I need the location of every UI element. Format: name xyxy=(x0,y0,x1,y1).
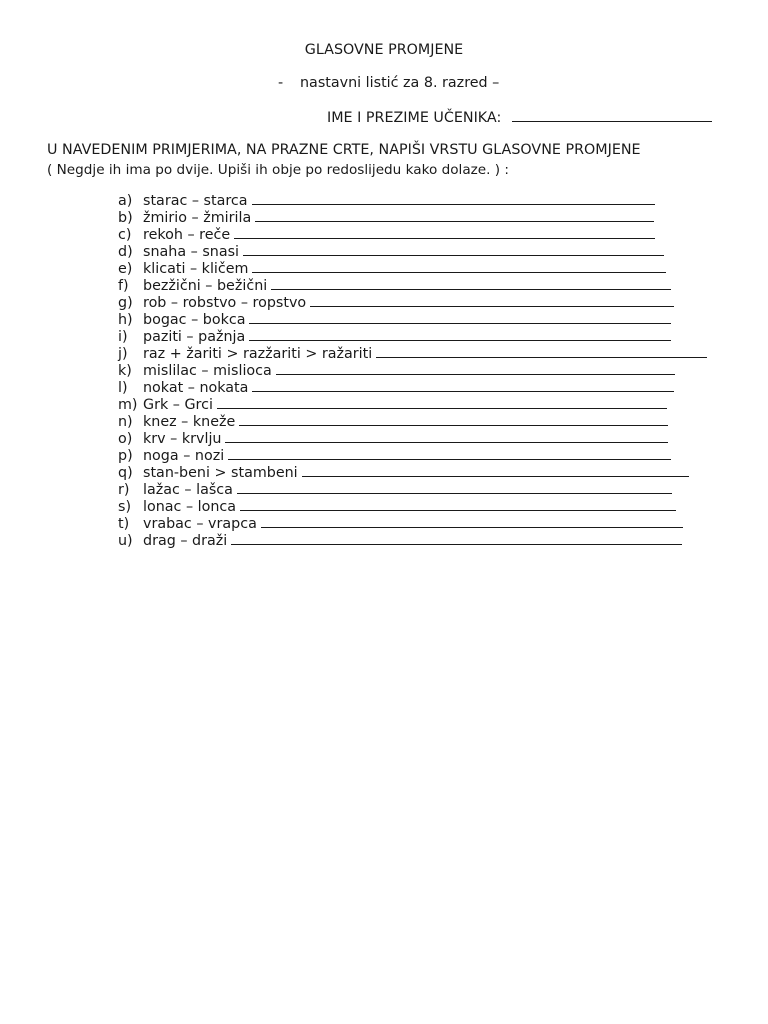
exercise-letter: b) xyxy=(118,210,133,226)
exercise-text: lonac – lonca xyxy=(143,499,237,515)
instructions xyxy=(47,140,641,180)
exercise-text: nokat – nokata xyxy=(143,380,249,396)
exercise-item xyxy=(118,260,707,277)
answer-blank[interactable] xyxy=(261,515,683,528)
answer-blank[interactable] xyxy=(231,532,682,545)
answer-blank[interactable] xyxy=(249,328,671,341)
exercise-item xyxy=(118,464,707,481)
answer-blank[interactable] xyxy=(239,413,668,426)
exercise-text: snaha – snasi xyxy=(143,244,240,260)
exercise-text: vrabac – vrapca xyxy=(143,516,257,532)
answer-blank[interactable] xyxy=(276,362,675,375)
exercise-item xyxy=(118,430,707,447)
exercise-letter: k) xyxy=(118,363,132,379)
exercise-text: starac – starca xyxy=(143,193,248,209)
exercise-item xyxy=(118,226,707,243)
answer-blank[interactable] xyxy=(240,498,676,511)
answer-blank[interactable] xyxy=(302,464,689,477)
answer-blank[interactable] xyxy=(252,192,655,205)
exercise-item xyxy=(118,515,707,532)
exercise-text: rob – robstvo – ropstvo xyxy=(143,295,307,311)
student-name-label: IME I PREZIME UČENIKA: xyxy=(327,110,502,126)
answer-blank[interactable] xyxy=(310,294,674,307)
exercise-text: klicati – kličem xyxy=(143,261,249,277)
exercise-letter: m) xyxy=(118,397,138,413)
subtitle-text: nastavni listić za 8. razred – xyxy=(300,75,500,91)
answer-blank[interactable] xyxy=(255,209,654,222)
exercise-letter: l) xyxy=(118,380,128,396)
exercise-text: rekoh – reče xyxy=(143,227,231,243)
exercise-text: lažac – lašca xyxy=(143,482,233,498)
exercise-letter: c) xyxy=(118,227,132,243)
exercise-letter: q) xyxy=(118,465,133,481)
exercise-letter: h) xyxy=(118,312,133,328)
answer-blank[interactable] xyxy=(252,260,666,273)
answer-blank[interactable] xyxy=(237,481,672,494)
answer-blank[interactable] xyxy=(228,447,671,460)
exercise-item xyxy=(118,362,707,379)
exercise-text: Grk – Grci xyxy=(143,397,213,413)
exercise-letter: r) xyxy=(118,482,130,498)
exercise-item xyxy=(118,294,707,311)
answer-blank[interactable] xyxy=(225,430,668,443)
exercise-item xyxy=(118,328,707,345)
answer-blank[interactable] xyxy=(234,226,655,239)
page-title: GLASOVNE PROMJENE xyxy=(304,42,464,58)
exercise-letter: s) xyxy=(118,499,132,515)
exercise-text: noga – nozi xyxy=(143,448,225,464)
exercise-list xyxy=(118,192,707,549)
answer-blank[interactable] xyxy=(271,277,671,290)
student-name-row xyxy=(327,109,712,126)
student-name-blank[interactable] xyxy=(512,109,712,122)
exercise-text: bezžični – bežični xyxy=(143,278,268,294)
exercise-letter: j) xyxy=(118,346,128,362)
exercise-letter: o) xyxy=(118,431,133,447)
exercise-text: bogac – bokca xyxy=(143,312,246,328)
exercise-text: drag – draži xyxy=(143,533,228,549)
exercise-item xyxy=(118,311,707,328)
exercise-letter: i) xyxy=(118,329,128,345)
exercise-letter: p) xyxy=(118,448,133,464)
instruction-line-2: ( Negdje ih ima po dvije. Upiši ih obje po redoslijedu kako dolaze. ) : xyxy=(47,162,510,178)
exercise-letter: a) xyxy=(118,193,133,209)
subtitle-dash: - xyxy=(278,75,284,91)
exercise-letter: u) xyxy=(118,533,133,549)
subtitle xyxy=(278,75,499,91)
exercise-text: knez – kneže xyxy=(143,414,236,430)
exercise-item xyxy=(118,481,707,498)
exercise-letter: d) xyxy=(118,244,133,260)
exercise-text: krv – krvlju xyxy=(143,431,222,447)
exercise-item xyxy=(118,345,707,362)
exercise-text: stan-beni > stambeni xyxy=(143,465,298,481)
answer-blank[interactable] xyxy=(252,379,674,392)
exercise-letter: f) xyxy=(118,278,129,294)
instruction-line-1: U NAVEDENIM PRIMJERIMA, NA PRAZNE CRTE, NAPIŠI VRSTU GLASOVNE PROMJENE xyxy=(47,142,641,158)
exercise-text: raz + žariti > razžariti > ražariti xyxy=(143,346,373,362)
exercise-text: paziti – pažnja xyxy=(143,329,246,345)
exercise-item xyxy=(118,498,707,515)
exercise-item xyxy=(118,243,707,260)
exercise-letter: n) xyxy=(118,414,133,430)
exercise-item xyxy=(118,192,707,209)
exercise-letter: e) xyxy=(118,261,133,277)
answer-blank[interactable] xyxy=(217,396,667,409)
exercise-item xyxy=(118,277,707,294)
exercise-item xyxy=(118,447,707,464)
exercise-item xyxy=(118,532,707,549)
exercise-letter: g) xyxy=(118,295,133,311)
answer-blank[interactable] xyxy=(376,345,707,358)
exercise-item xyxy=(118,209,707,226)
exercise-letter: t) xyxy=(118,516,130,532)
exercise-item xyxy=(118,413,707,430)
answer-blank[interactable] xyxy=(243,243,664,256)
exercise-text: mislilac – mislioca xyxy=(143,363,272,379)
exercise-item xyxy=(118,396,707,413)
answer-blank[interactable] xyxy=(249,311,671,324)
exercise-text: žmirio – žmirila xyxy=(143,210,252,226)
exercise-item xyxy=(118,379,707,396)
